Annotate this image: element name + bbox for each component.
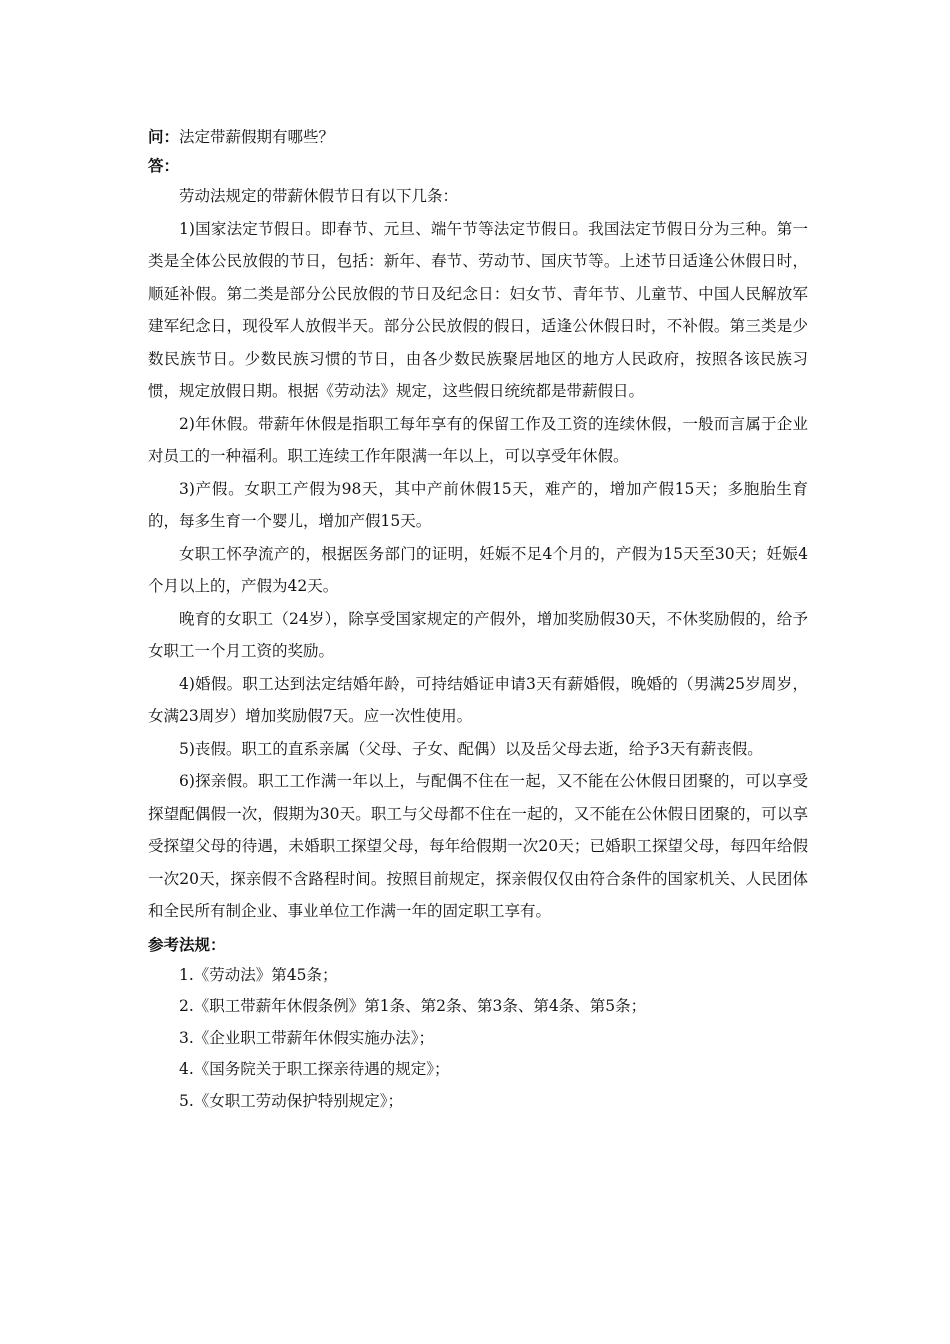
reference-item: 5.《女职工劳动保护特别规定》；: [179, 1091, 404, 1110]
marriage-leave-paragraph: 4)婚假。职工达到法定结婚年龄，可持结婚证申请3天有薪婚假，晚婚的（男满25岁周岁，女满23周岁）增加奖励假7天。应一次性使用。: [148, 674, 808, 725]
references-heading: [148, 930, 808, 960]
answer-label: 答：: [148, 157, 180, 175]
question-label: 问：: [148, 128, 180, 146]
reference-item: 2.《职工带薪年休假条例》第1条、第2条、第3条、第4条、第5条；: [179, 997, 647, 1015]
question-text: 法定带薪假期有哪些？: [179, 128, 335, 146]
reference-item: 1.《劳动法》第45条；: [179, 965, 338, 984]
annual-leave-paragraph: 2)年休假。带薪年休假是指职工每年享有的保留工作及工资的连续休假，一般而言属于企业对员工的一种福利。职工连续工作年限满一年以上，可以享受年休假。: [148, 414, 808, 465]
late-childbirth-paragraph: 晚育的女职工（24岁），除享受国家规定的产假外，增加奖励假30天，不休奖励假的，给予女职工一个月工资的奖励。: [148, 609, 808, 660]
references-label: 参考法规：: [148, 935, 226, 954]
bereavement-leave-paragraph: 5)丧假。职工的直系亲属（父母、子女、配偶）以及岳父母去逝，给予3天有薪丧假。: [179, 739, 763, 758]
question-line: [148, 122, 808, 152]
reference-item: 4.《国务院关于职工探亲待遇的规定》；: [179, 1060, 450, 1078]
answer-heading: [148, 152, 808, 180]
miscarriage-leave-paragraph: 女职工怀孕流产的，根据医务部门的证明，妊娠不足4个月的，产假为15天至30天；妊娠4个月以上的，产假为42天。: [148, 544, 808, 595]
family-visit-leave-paragraph: 6)探亲假。职工工作满一年以上，与配偶不住在一起，又不能在公休假日团聚的，可以享受探望配偶假一次，假期为30天。职工与父母都不住在一起的，又不能在公休假日团聚的，可以享受探望父母的待遇，未婚职工探望父母，每年给假期一次20天；已婚职工探望父母，每四年给假一次20天，探亲假不含路程时间。按照目前规定，探亲假仅仅由符合条件的国家机关、人民团体和全民所有制企业、事业单位工作满一年的固定职工享有。: [148, 772, 808, 920]
maternity-leave-paragraph: 3)产假。女职工产假为98天，其中产前休假15天，难产的，增加产假15天；多胞胎生育的，每多生育一个婴儿，增加产假15天。: [148, 479, 808, 530]
reference-item: 3.《企业职工带薪年休假实施办法》；: [179, 1028, 435, 1047]
statutory-holidays-paragraph: 1)国家法定节假日。即春节、元旦、端午节等法定节假日。我国法定节假日分为三种。第一类是全体公民放假的节日，包括：新年、春节、劳动节、国庆节等。上述节日适逢公休假日时，顺延补假。第二类是部分公民放假的节日及纪念日：妇女节、青年节、儿童节、中国人民解放军建军纪念日，现役军人放假半天。部分公民放假的假日，适逢公休假日时，不补假。第三类是少数民族节日。少数民族习惯的节日，由各少数民族聚居地区的地方人民政府，按照各该民族习惯，规定放假日期。根据《劳动法》规定，这些假日统统都是带薪假日。: [148, 219, 808, 400]
answer-intro-paragraph: 劳动法规定的带薪休假节日有以下几条：: [179, 187, 459, 205]
document-content: [148, 122, 808, 1117]
